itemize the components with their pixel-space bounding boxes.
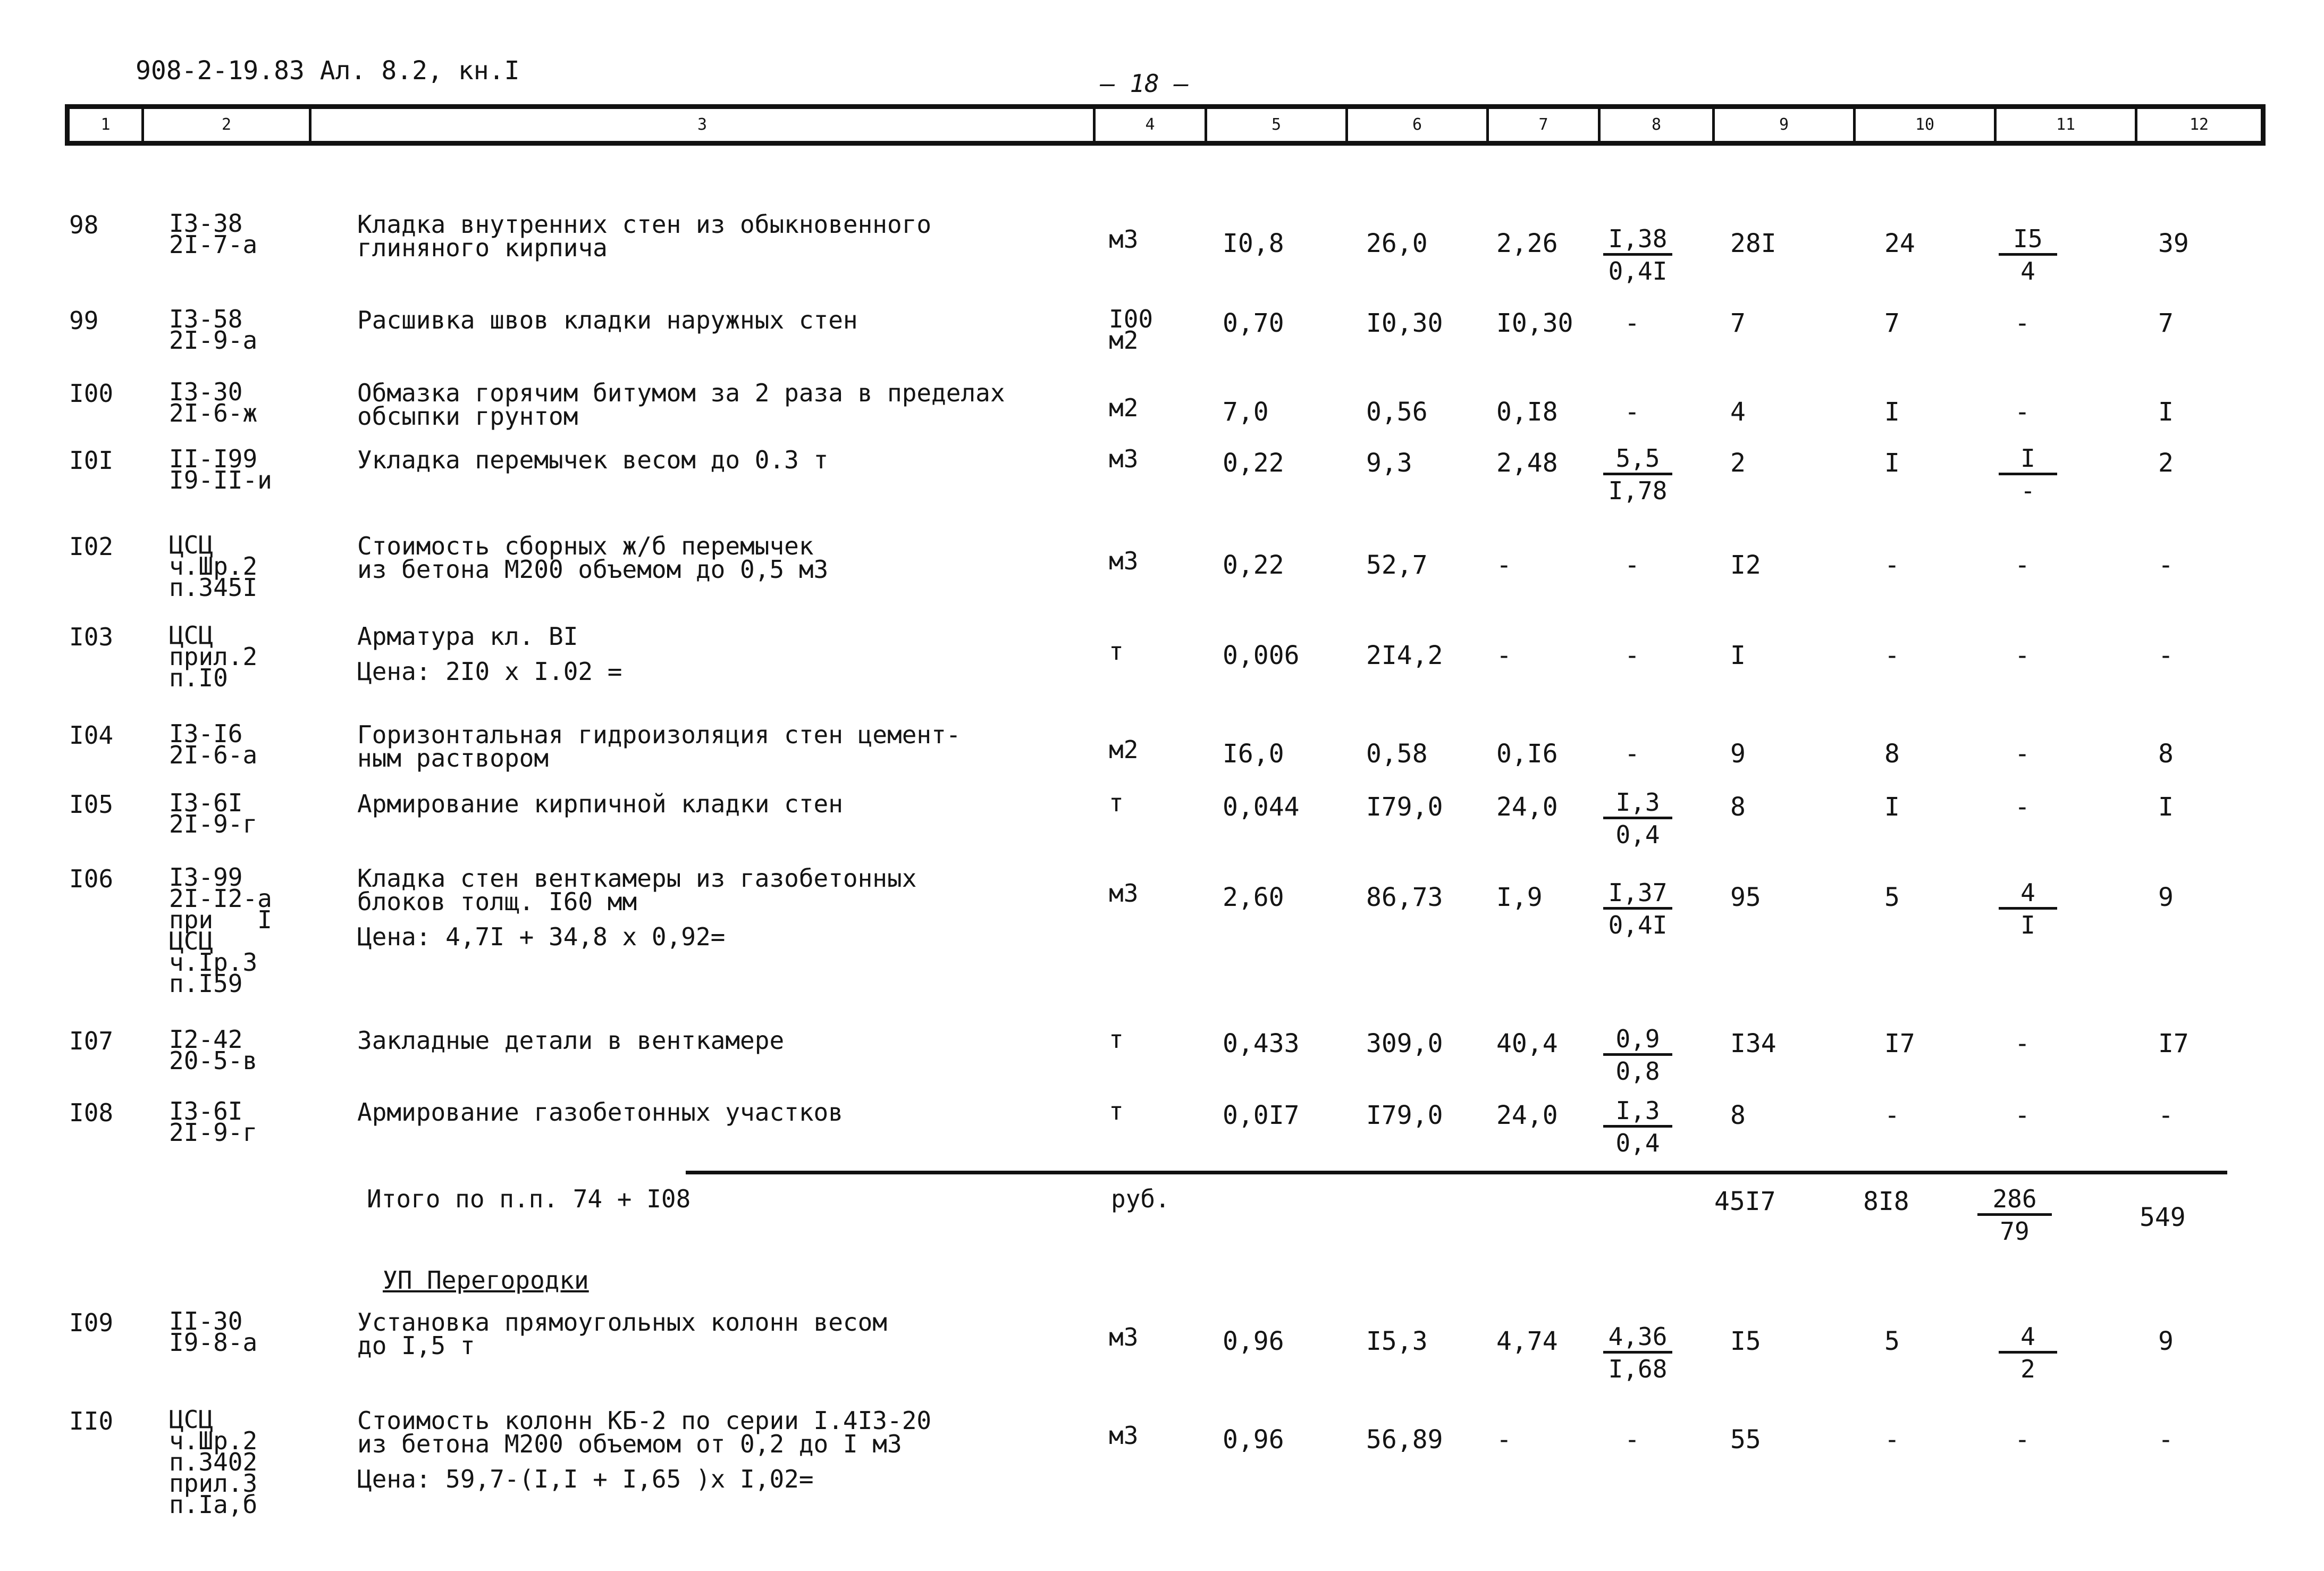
unit: м3	[1109, 879, 1139, 908]
machine-cost-fraction	[1603, 788, 1672, 850]
machine-total: -	[2015, 397, 2030, 427]
column-12-value: -	[2158, 550, 2174, 580]
quantity: 0,96	[1223, 1326, 1284, 1356]
column-12-value: I	[2158, 792, 2174, 822]
machine-cost-fraction	[1603, 224, 1672, 287]
unit: т	[1109, 1025, 1124, 1054]
total-cost: 7	[1730, 308, 1746, 338]
total-cost: I	[1730, 641, 1746, 670]
unit-price: I79,0	[1366, 792, 1443, 822]
fraction-top: I	[1999, 444, 2057, 475]
wage-per-unit: 40,4	[1496, 1029, 1558, 1058]
fraction-bottom: 0,4	[1615, 820, 1660, 849]
machine-total: -	[2015, 792, 2030, 822]
quantity: 0,22	[1223, 448, 1284, 478]
work-description-line: Кладка стен венткамеры из газобетонных	[357, 864, 917, 893]
unit-price: 86,73	[1366, 883, 1443, 912]
machine-cost-fraction	[1603, 1096, 1672, 1158]
norm-code: II-30 I9-8-а	[169, 1307, 258, 1357]
norm-code: I3-58 2I-9-а	[169, 305, 258, 355]
column-header: 3	[311, 109, 1096, 141]
wage-total: 7	[1884, 308, 1900, 338]
wage-per-unit: I,9	[1496, 883, 1543, 912]
fraction-bottom: 0,4I	[1608, 257, 1668, 285]
quantity: I0,8	[1223, 229, 1284, 258]
row-number: 99	[69, 306, 99, 335]
document-reference: 908-2-19.83 Ал. 8.2, кн.I	[136, 56, 520, 86]
machine-cost: -	[1624, 308, 1640, 338]
norm-code: ЦСЦ ч.Шр.2 п.3402 прил.3 п.Iа,б	[169, 1405, 258, 1519]
wage-per-unit: 0,I8	[1496, 397, 1558, 427]
work-description-line: до I,5 т	[357, 1331, 475, 1360]
unit: I00 м2	[1109, 305, 1153, 355]
wage-total: -	[1884, 1100, 1900, 1130]
row-number: I02	[69, 532, 114, 561]
wage-per-unit: 24,0	[1496, 792, 1558, 822]
unit: т	[1109, 788, 1124, 817]
wage-total: 8	[1884, 739, 1900, 769]
unit-price: 2I4,2	[1366, 641, 1443, 670]
fraction-top: I,3	[1603, 788, 1672, 819]
unit-price: 0,58	[1366, 739, 1428, 769]
work-description-line: Стоимость колонн КБ-2 по серии I.4I3-20	[357, 1406, 932, 1435]
wage-total: I	[1884, 397, 1900, 427]
norm-code: ЦСЦ прил.2 п.I0	[169, 621, 258, 692]
unit: м3	[1109, 225, 1139, 254]
work-description-line: Кладка внутренних стен из обыкновенного	[357, 210, 932, 239]
subtotal-rule	[686, 1171, 2227, 1174]
total-cost: 8	[1730, 1100, 1746, 1130]
wage-per-unit: 0,I6	[1496, 739, 1558, 769]
fraction-top: 4	[1999, 878, 2057, 910]
work-description-line: обсыпки грунтом	[357, 402, 578, 431]
subtotal-unit: руб.	[1111, 1184, 1170, 1213]
work-description-line: Армирование кирпичной кладки стен	[357, 789, 843, 818]
fraction-top: 4,36	[1603, 1322, 1672, 1354]
row-number: II0	[69, 1407, 114, 1435]
machine-total-fraction	[1999, 444, 2057, 506]
row-number: I04	[69, 721, 114, 750]
quantity: 0,006	[1223, 641, 1300, 670]
unit: м3	[1109, 1323, 1139, 1351]
column-header: 4	[1096, 109, 1207, 141]
column-header: 11	[1997, 109, 2137, 141]
column-header: 7	[1489, 109, 1601, 141]
total-cost: I2	[1730, 550, 1761, 580]
subtotal-total: 45I7	[1714, 1187, 1776, 1216]
fraction-bottom: -	[2020, 476, 2035, 505]
page-number: — 18 —	[1100, 69, 1189, 98]
fraction-bottom: I,68	[1608, 1355, 1668, 1383]
norm-code: II-I99 I9-II-и	[169, 444, 272, 494]
norm-code: I3-6I 2I-9-г	[169, 788, 258, 838]
unit-price: 309,0	[1366, 1029, 1443, 1058]
machine-cost: -	[1624, 739, 1640, 769]
norm-code: I3-I6 2I-6-а	[169, 719, 258, 769]
column-header: 9	[1715, 109, 1856, 141]
work-description-line: Обмазка горячим битумом за 2 раза в пределах	[357, 379, 1005, 407]
work-description-line: Закладные детали в венткамере	[357, 1026, 785, 1055]
machine-total: -	[2015, 1100, 2030, 1130]
wage-per-unit: -	[1496, 641, 1512, 670]
unit: м2	[1109, 393, 1139, 422]
subtotal-label: Итого по п.п. 74 + I08	[367, 1184, 691, 1213]
machine-total-fraction	[1999, 1322, 2057, 1384]
wage-per-unit: I0,30	[1496, 308, 1573, 338]
column-12-value: 39	[2158, 229, 2189, 258]
machine-total: -	[2015, 1425, 2030, 1455]
column-header: 5	[1207, 109, 1348, 141]
work-description-line: Установка прямоугольных колонн весом	[357, 1308, 887, 1337]
machine-cost: -	[1624, 550, 1640, 580]
work-description-line: Цена: 2I0 x I.02 =	[357, 657, 622, 686]
work-description-line: Расшивка швов кладки наружных стен	[357, 306, 858, 334]
wage-total: -	[1884, 1425, 1900, 1455]
row-number: I0I	[69, 446, 114, 475]
norm-code: I3-6I 2I-9-г	[169, 1097, 258, 1147]
column-header: 10	[1856, 109, 1997, 141]
wage-total: -	[1884, 550, 1900, 580]
work-description-line: Укладка перемычек весом до 0.3 т	[357, 446, 829, 474]
work-description-line: из бетона М200 объемом до 0,5 м3	[357, 555, 829, 584]
work-description-line: ным раствором	[357, 744, 549, 772]
machine-total: -	[2015, 641, 2030, 670]
subtotal-c10: 8I8	[1863, 1187, 1909, 1216]
fraction-bottom: 2	[2020, 1355, 2035, 1383]
wage-total: 5	[1884, 883, 1900, 912]
quantity: 7,0	[1223, 397, 1269, 427]
fraction-bottom: 0,4I	[1608, 911, 1668, 939]
column-12-value: 2	[2158, 448, 2174, 478]
machine-total: -	[2015, 739, 2030, 769]
work-description-line: блоков толщ. I60 мм	[357, 887, 637, 916]
quantity: I6,0	[1223, 739, 1284, 769]
machine-cost: -	[1624, 397, 1640, 427]
work-description-line: из бетона М200 объемом от 0,2 до I м3	[357, 1430, 902, 1458]
total-cost: 28I	[1730, 229, 1776, 258]
column-header: 2	[144, 109, 311, 141]
unit-price: I5,3	[1366, 1326, 1428, 1356]
norm-code: I3-38 2I-7-а	[169, 209, 258, 259]
column-12-value: 9	[2158, 883, 2174, 912]
fraction-bottom: I	[2020, 911, 2035, 939]
norm-code: ЦСЦ ч.Шр.2 п.345I	[169, 531, 258, 602]
subtotal-c11-fraction	[1977, 1184, 2052, 1247]
unit-price: 26,0	[1366, 229, 1428, 258]
row-number: I05	[69, 790, 114, 819]
unit-price: I79,0	[1366, 1100, 1443, 1130]
row-number: I08	[69, 1098, 114, 1127]
unit-price: 0,56	[1366, 397, 1428, 427]
unit-price: 9,3	[1366, 448, 1412, 478]
machine-total-fraction	[1999, 224, 2057, 287]
fraction-top: I5	[1999, 224, 2057, 256]
quantity: 0,0I7	[1223, 1100, 1300, 1130]
machine-cost-fraction	[1603, 1322, 1672, 1384]
work-description-line: Цена: 59,7-(I,I + I,65 )x I,02=	[357, 1465, 814, 1493]
quantity: 0,22	[1223, 550, 1284, 580]
column-12-value: 9	[2158, 1326, 2174, 1356]
fraction-top: 286	[1977, 1184, 2052, 1216]
machine-total: -	[2015, 550, 2030, 580]
unit: м3	[1109, 547, 1139, 575]
wage-total: 5	[1884, 1326, 1900, 1356]
row-number: 98	[69, 211, 99, 239]
fraction-bottom: 0,8	[1615, 1057, 1660, 1086]
column-12-value: -	[2158, 1425, 2174, 1455]
column-header: 12	[2189, 115, 2209, 134]
work-description-line: Горизонтальная гидроизоляция стен цемент-	[357, 720, 961, 749]
fraction-bottom: I,78	[1608, 476, 1668, 505]
wage-per-unit: 4,74	[1496, 1326, 1558, 1356]
unit: м3	[1109, 444, 1139, 473]
fraction-bottom: 0,4	[1615, 1129, 1660, 1157]
fraction-top: 5,5	[1603, 444, 1672, 475]
wage-total: I	[1884, 448, 1900, 478]
wage-per-unit: -	[1496, 550, 1512, 580]
quantity: 0,433	[1223, 1029, 1300, 1058]
work-description-line: глиняного кирпича	[357, 233, 608, 262]
row-number: I06	[69, 864, 114, 893]
fraction-top: 4	[1999, 1322, 2057, 1354]
row-number: I09	[69, 1308, 114, 1337]
total-cost: 8	[1730, 792, 1746, 822]
wage-per-unit: 2,26	[1496, 229, 1558, 258]
wage-total: -	[1884, 641, 1900, 670]
column-12-value: 8	[2158, 739, 2174, 769]
machine-cost: -	[1624, 1425, 1640, 1455]
unit-price: 56,89	[1366, 1425, 1443, 1455]
column-header: 1	[70, 109, 144, 141]
wage-total: I7	[1884, 1029, 1915, 1058]
machine-cost-fraction	[1603, 878, 1672, 940]
machine-cost-fraction	[1603, 444, 1672, 506]
machine-total: -	[2015, 1029, 2030, 1058]
fraction-bottom: 79	[2000, 1217, 2030, 1246]
row-number: I07	[69, 1027, 114, 1055]
subtotal-c12: 549	[2140, 1203, 2186, 1232]
fraction-top: I,37	[1603, 878, 1672, 910]
norm-code: I3-99 2I-I2-а при I ЦСЦ ч.Iр.3 п.I59	[169, 863, 272, 998]
wage-total: I	[1884, 792, 1900, 822]
column-12-value: 7	[2158, 308, 2174, 338]
total-cost: 4	[1730, 397, 1746, 427]
work-description-line: Цена: 4,7I + 34,8 x 0,92=	[357, 922, 726, 951]
column-12-value: -	[2158, 1100, 2174, 1130]
wage-per-unit: -	[1496, 1425, 1512, 1455]
column-header-bar	[65, 104, 2266, 146]
column-12-value: -	[2158, 641, 2174, 670]
fraction-bottom: 4	[2020, 257, 2035, 285]
work-description-line: Стоимость сборных ж/б перемычек	[357, 532, 814, 560]
unit: м2	[1109, 735, 1139, 764]
quantity: 0,70	[1223, 308, 1284, 338]
column-header: 6	[1348, 109, 1489, 141]
fraction-top: I,38	[1603, 224, 1672, 256]
unit: м3	[1109, 1421, 1139, 1450]
row-number: I00	[69, 379, 114, 408]
quantity: 0,96	[1223, 1425, 1284, 1455]
quantity: 2,60	[1223, 883, 1284, 912]
unit: т	[1109, 637, 1124, 666]
unit-price: I0,30	[1366, 308, 1443, 338]
row-number: I03	[69, 623, 114, 651]
machine-total: -	[2015, 308, 2030, 338]
norm-code: I3-30 2I-6-ж	[169, 377, 258, 427]
column-12-value: I	[2158, 397, 2174, 427]
machine-cost-fraction	[1603, 1024, 1672, 1087]
total-cost: 55	[1730, 1425, 1761, 1455]
unit: т	[1109, 1097, 1124, 1125]
total-cost: 9	[1730, 739, 1746, 769]
total-cost: I5	[1730, 1326, 1761, 1356]
wage-total: 24	[1884, 229, 1915, 258]
machine-total-fraction	[1999, 878, 2057, 940]
total-cost: I34	[1730, 1029, 1776, 1058]
unit-price: 52,7	[1366, 550, 1428, 580]
total-cost: 95	[1730, 883, 1761, 912]
machine-cost: -	[1624, 641, 1640, 670]
fraction-top: I,3	[1603, 1096, 1672, 1128]
total-cost: 2	[1730, 448, 1746, 478]
wage-per-unit: 24,0	[1496, 1100, 1558, 1130]
wage-per-unit: 2,48	[1496, 448, 1558, 478]
work-description-line: Армирование газобетонных участков	[357, 1098, 843, 1127]
column-header: 8	[1601, 109, 1715, 141]
work-description-line: Арматура кл. BI	[357, 622, 578, 651]
section-heading: УП Перегородки	[383, 1266, 589, 1295]
column-12-value: I7	[2158, 1029, 2189, 1058]
fraction-top: 0,9	[1603, 1024, 1672, 1056]
norm-code: I2-42 20-5-в	[169, 1025, 258, 1075]
quantity: 0,044	[1223, 792, 1300, 822]
